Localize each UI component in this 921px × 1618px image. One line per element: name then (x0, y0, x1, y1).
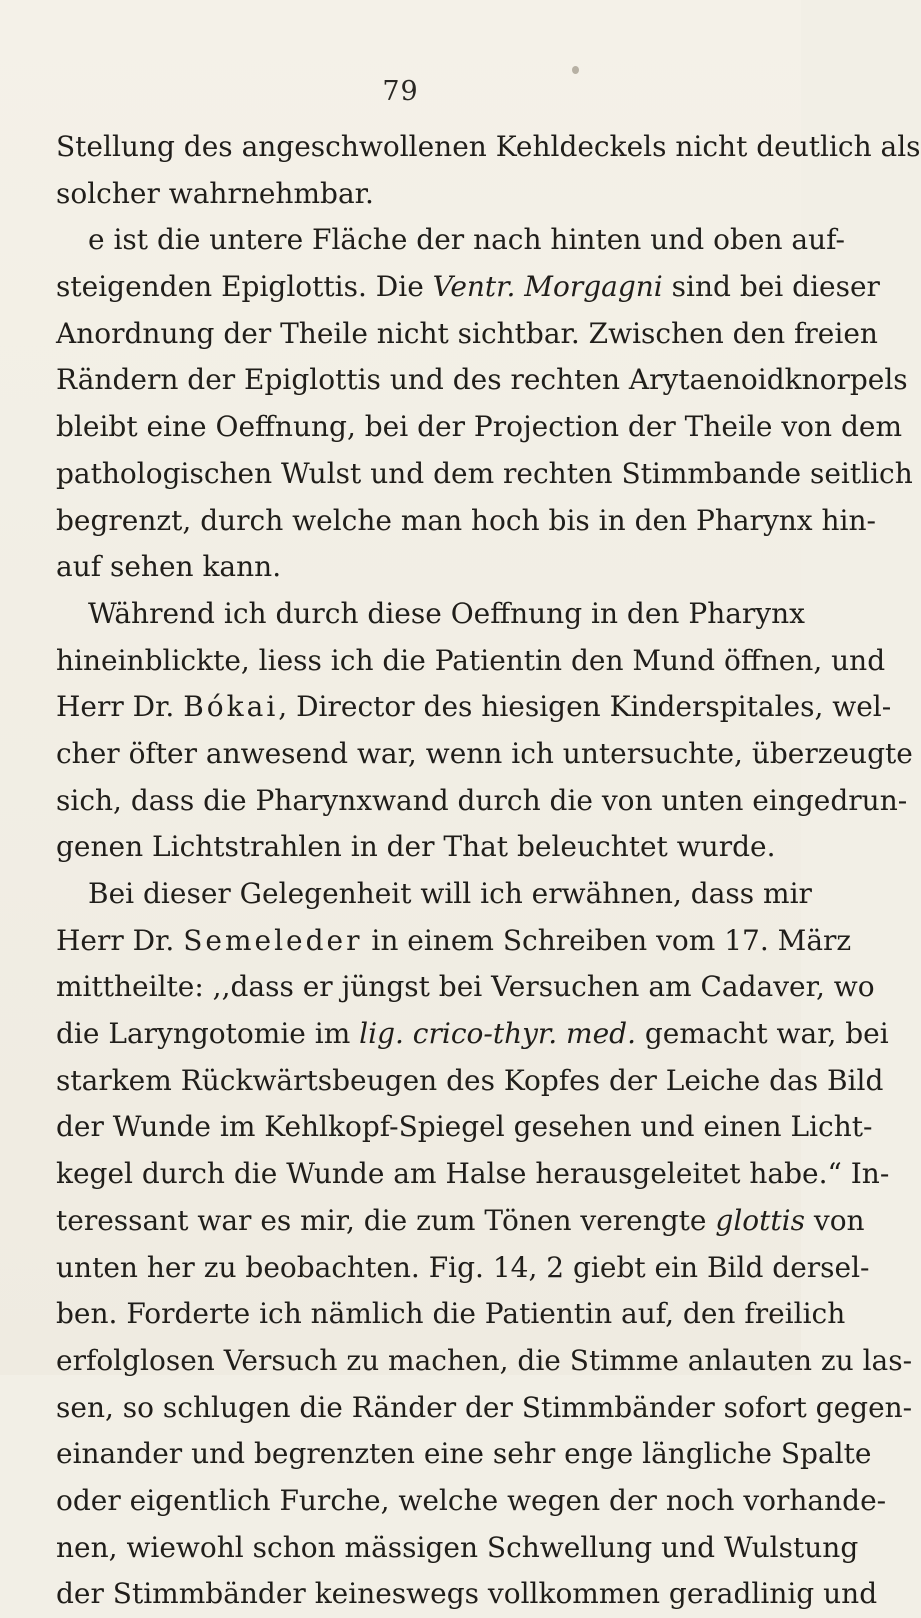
text-line (56, 964, 875, 1011)
text-run: unten her zu beobachten. Fig. 14, 2 giebt ein Bild dersel- (56, 1250, 870, 1284)
text-line (56, 217, 845, 264)
text-line (56, 824, 776, 871)
text-line (56, 544, 754, 591)
text-line (56, 684, 892, 731)
text-run: Herr Dr. (56, 923, 184, 957)
text-run: der Wunde im Kehlkopf-Spiegel gesehen und einen Licht- (56, 1110, 873, 1144)
text-line (56, 357, 908, 404)
text-run: einander und begrenzten eine sehr enge längliche Spalte (56, 1437, 872, 1471)
text-line (56, 1104, 873, 1151)
text-run: erfolglosen Versuch zu machen, die Stimme anlauten zu las- (56, 1343, 913, 1377)
text-run: steigenden Epiglottis. Die (56, 270, 433, 304)
text-run: Stellung des angeschwollenen Kehldeckels nicht deutlich als (56, 130, 921, 163)
text-line (56, 731, 913, 778)
text-line (56, 1151, 890, 1198)
text-line (56, 871, 812, 918)
text-line (56, 1058, 884, 1105)
text-line (56, 1385, 913, 1432)
text-run: Herr Dr. (56, 690, 184, 724)
italic-term: lig. crico-thyr. med. (359, 1017, 636, 1051)
text-line (56, 638, 886, 685)
text-run: hineinblickte, liess ich die Patientin den Mund öffnen, und (56, 643, 886, 677)
text-run: in einem Schreiben vom 17. März (362, 923, 852, 957)
text-run: Bei dieser Gelegenheit will ich erwähnen, dass mir (88, 877, 812, 910)
text-line (56, 264, 880, 311)
text-line (56, 1291, 846, 1338)
text-line (56, 591, 805, 638)
italic-term: Ventr. Morgagni (432, 270, 663, 304)
text-line (56, 404, 902, 451)
ink-spot (572, 66, 579, 74)
text-run: solcher wahrnehmbar. (56, 176, 374, 210)
text-run: pathologischen Wulst und dem rechten Stimmbande seitlich (56, 456, 913, 490)
text-run: starkem Rückwärtsbeugen des Kopfes der Leiche das Bild (56, 1063, 884, 1097)
text-line (56, 171, 754, 218)
text-line (56, 498, 876, 545)
text-run: gemacht war, bei (635, 1017, 889, 1051)
text-run: Während ich durch diese Oeffnung in den Pharynx (88, 596, 805, 630)
italic-term: glottis (715, 1203, 805, 1237)
text-run: mittheilte: ,,dass er jüngst bei Versuchen am Cadaver, wo (56, 970, 875, 1004)
text-line (56, 1431, 872, 1478)
text-line (56, 1478, 887, 1525)
text-run: sind bei dieser (662, 270, 880, 304)
text-run: die Laryngotomie im (56, 1017, 360, 1051)
text-line (56, 918, 852, 965)
text-run: sich, dass die Pharynxwand durch die von unten eingedrun- (56, 783, 908, 817)
text-run: genen Lichtstrahlen in der That beleuchtet wurde. (56, 830, 776, 864)
text-run: kegel durch die Wunde am Halse herausgeleitet habe.“ In- (56, 1157, 890, 1191)
text-run: e ist die untere Fläche der nach hinten und oben auf- (88, 223, 845, 257)
text-run: bleibt eine Oeffnung, bei der Projection der Theile von dem (56, 410, 902, 444)
text-line (56, 1525, 859, 1572)
spaced-name: Bókai (183, 690, 279, 724)
text-line (56, 1011, 889, 1058)
text-run: Rändern der Epiglottis und des rechten Arytaenoidknorpels (56, 363, 908, 397)
text-line (56, 1571, 878, 1618)
text-run: oder eigentlich Furche, welche wegen der noch vorhande- (56, 1483, 887, 1517)
text-line (56, 1198, 865, 1245)
page-number: 79 (382, 76, 419, 107)
text-run: auf sehen kann. (56, 550, 282, 584)
text-run: von (804, 1203, 865, 1237)
body-text (56, 124, 921, 1618)
text-run: nen, wiewohl schon mässigen Schwellung und Wulstung (56, 1530, 859, 1564)
text-line (56, 1245, 870, 1292)
text-line (56, 778, 908, 825)
text-run: Anordnung der Theile nicht sichtbar. Zwischen den freien (56, 316, 878, 350)
text-run: begrenzt, durch welche man hoch bis in den Pharynx hin- (56, 503, 876, 537)
text-line (56, 124, 921, 171)
text-run: , Director des hiesigen Kinderspitales, wel- (278, 690, 892, 724)
text-run: teressant war es mir, die zum Tönen verengte (56, 1203, 716, 1237)
spaced-name: Semeleder (183, 923, 363, 957)
text-run: der Stimmbänder keineswegs vollkommen geradlinig und (56, 1577, 878, 1611)
text-run: sen, so schlugen die Ränder der Stimmbänder sofort gegen- (56, 1390, 913, 1424)
text-line (56, 451, 913, 498)
text-line (56, 311, 878, 358)
text-run: ben. Forderte ich nämlich die Patientin auf, den freilich (56, 1297, 846, 1331)
text-run: cher öfter anwesend war, wenn ich untersuchte, überzeugte (56, 736, 913, 770)
text-line (56, 1338, 913, 1385)
